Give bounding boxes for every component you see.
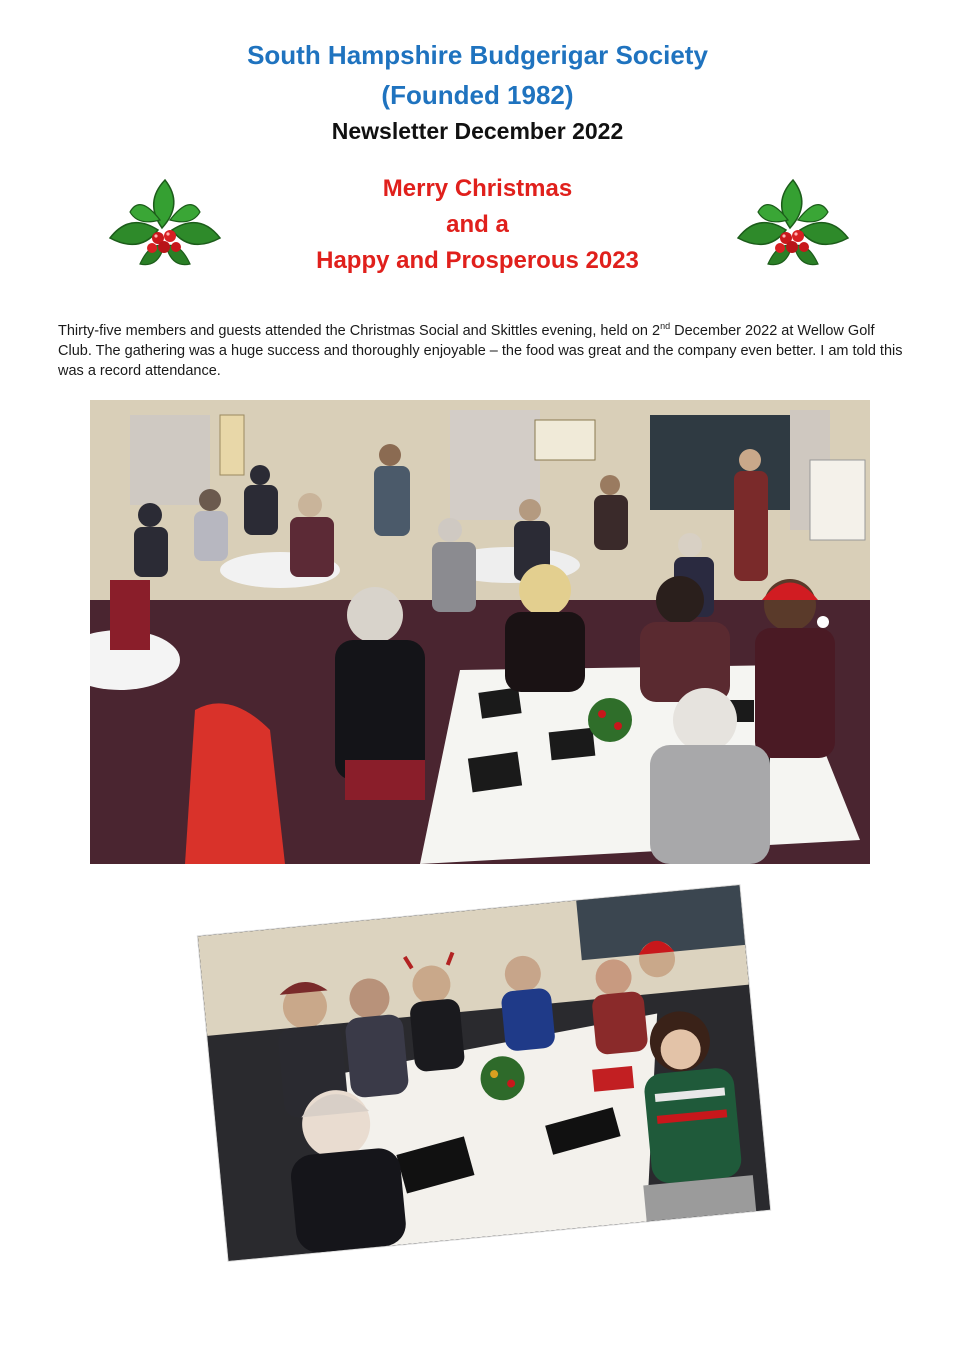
table-group-photo xyxy=(198,885,770,1261)
intro-text-1: Thirty-five members and guests attended the Christmas Social and Skittles evening, held on 2 xyxy=(58,322,661,339)
social-evening-photo xyxy=(90,400,870,864)
intro-paragraph xyxy=(58,316,908,381)
intro-text-2: December 2022 at Wellow Golf Club. The gathering was a huge success and thoroughly enjoyable – the food was great and the company even better. I am told this was a record attendance. xyxy=(58,322,903,379)
founded-line: (Founded 1982) xyxy=(381,80,574,110)
table-group-photo-art xyxy=(198,885,770,1261)
social-evening-photo-art xyxy=(90,400,870,864)
society-title: South Hampshire Budgerigar Society xyxy=(247,40,708,70)
newsletter-title: Newsletter December 2022 xyxy=(331,118,624,144)
greeting-line-1: Merry Christmas xyxy=(382,175,573,202)
greeting-line-2: and a xyxy=(446,211,509,238)
intro-ordinal: nd xyxy=(660,321,671,331)
greeting-line-3: Happy and Prosperous 2023 xyxy=(316,247,639,274)
